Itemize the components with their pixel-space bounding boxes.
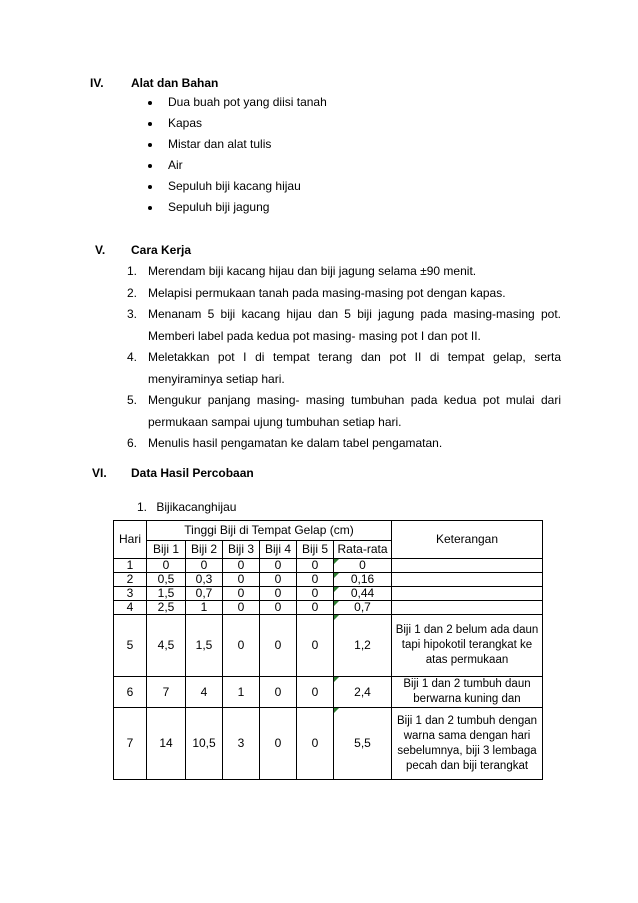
step-text: Melapisi permukaan tanah pada masing-masing pot dengan kapas. (148, 285, 506, 300)
average-cell: 0 (334, 559, 392, 573)
value-cell: 4,5 (147, 615, 186, 677)
value-cell: 0 (260, 708, 297, 780)
note-cell (392, 601, 543, 615)
table-row (114, 587, 543, 601)
step-item (127, 347, 561, 390)
step-number: 2. (127, 285, 138, 300)
value-cell: 1 (186, 601, 223, 615)
value-cell: 0 (223, 601, 260, 615)
list-item: Dua buah pot yang diisi tanah (148, 92, 327, 113)
section-v-number: V. (95, 243, 106, 257)
value-cell: 0 (186, 559, 223, 573)
column-header: Biji 4 (260, 541, 297, 559)
value-cell: 0,3 (186, 573, 223, 587)
table-row (114, 573, 543, 587)
day-cell: 2 (114, 573, 147, 587)
value-cell: 3 (223, 708, 260, 780)
step-text: Mengukur panjang masing- masing tumbuhan pada kedua pot mulai dari permukaan sampai ujung tumbuhan setiap hari. (148, 393, 561, 429)
value-cell: 1,5 (147, 587, 186, 601)
value-cell: 0 (223, 573, 260, 587)
value-cell: 0 (147, 559, 186, 573)
value-cell: 0 (297, 587, 334, 601)
value-cell: 7 (147, 677, 186, 708)
step-item (127, 433, 561, 455)
average-cell: 0,7 (334, 601, 392, 615)
average-cell: 1,2 (334, 615, 392, 677)
section-iv-number: IV. (90, 76, 104, 90)
step-number: 3. (127, 307, 138, 321)
step-item (127, 261, 561, 283)
value-cell: 0 (223, 587, 260, 601)
table-row (114, 677, 543, 708)
value-cell: 0 (223, 615, 260, 677)
value-cell: 0 (297, 573, 334, 587)
subsection-number: 1. (137, 500, 148, 514)
list-item: Kapas (148, 113, 327, 134)
step-text: Menulis hasil pengamatan ke dalam tabel pengamatan. (148, 436, 443, 450)
note-cell: Biji 1 dan 2 tumbuh daun berwarna kuning dan (392, 677, 543, 708)
value-cell: 0 (297, 601, 334, 615)
day-cell: 5 (114, 615, 147, 677)
value-cell: 4 (186, 677, 223, 708)
section-vi-title: Data Hasil Percobaan (131, 466, 254, 480)
value-cell: 0 (297, 559, 334, 573)
note-cell: Biji 1 dan 2 tumbuh dengan warna sama dengan hari sebelumnya, biji 3 lembaga pecah dan biji terangkat (392, 708, 543, 780)
value-cell: 14 (147, 708, 186, 780)
procedure-steps (127, 261, 561, 455)
table-header-row (114, 521, 543, 541)
average-cell: 0,16 (334, 573, 392, 587)
table-row (114, 615, 543, 677)
column-header: Biji 5 (297, 541, 334, 559)
keterangan-header: Keterangan (392, 521, 543, 559)
subsection-title: Bijikacanghijau (156, 500, 237, 514)
value-cell: 0 (260, 615, 297, 677)
step-number: 1. (127, 264, 138, 278)
step-number: 5. (127, 393, 138, 407)
day-cell: 3 (114, 587, 147, 601)
value-cell: 0,7 (186, 587, 223, 601)
table-row (114, 601, 543, 615)
average-cell: 2,4 (334, 677, 392, 708)
list-item: Sepuluh biji kacang hijau (148, 176, 327, 197)
step-number: 6. (127, 436, 138, 450)
day-cell: 7 (114, 708, 147, 780)
section-iv-title: Alat dan Bahan (131, 76, 219, 90)
day-cell: 4 (114, 601, 147, 615)
list-item: Mistar dan alat tulis (148, 134, 327, 155)
value-cell: 0 (297, 677, 334, 708)
average-cell: 5,5 (334, 708, 392, 780)
column-header: Rata-rata (334, 541, 392, 559)
note-cell (392, 587, 543, 601)
observation-table (113, 520, 543, 780)
value-cell: 0 (260, 677, 297, 708)
note-cell: Biji 1 dan 2 belum ada daun tapi hipokotil terangkat ke atas permukaan (392, 615, 543, 677)
section-v-title: Cara Kerja (131, 243, 192, 257)
list-item: Sepuluh biji jagung (148, 197, 327, 218)
step-item (127, 390, 561, 433)
value-cell: 0 (260, 601, 297, 615)
value-cell: 0 (223, 559, 260, 573)
step-item (127, 304, 561, 347)
note-cell (392, 573, 543, 587)
value-cell: 1,5 (186, 615, 223, 677)
step-text: Merendam biji kacang hijau dan biji jagung selama ±90 menit. (148, 264, 477, 278)
materials-list (148, 92, 327, 218)
list-item: Air (148, 155, 327, 176)
average-cell: 0,44 (334, 587, 392, 601)
value-cell: 0 (297, 615, 334, 677)
column-header: Biji 1 (147, 541, 186, 559)
column-header: Biji 3 (223, 541, 260, 559)
value-cell: 0 (260, 573, 297, 587)
height-group-header: Tinggi Biji di Tempat Gelap (cm) (147, 521, 392, 541)
section-vi-number: VI. (92, 466, 107, 480)
step-number: 4. (127, 350, 138, 364)
table-row (114, 559, 543, 573)
value-cell: 10,5 (186, 708, 223, 780)
table-row (114, 708, 543, 780)
subsection-heading (137, 500, 236, 514)
step-text: Menanam 5 biji kacang hijau dan 5 biji jagung pada masing-masing pot. Memberi label pada kedua pot masing- masing pot I dan pot II. (148, 307, 561, 343)
value-cell: 0 (260, 587, 297, 601)
value-cell: 0 (297, 708, 334, 780)
value-cell: 2,5 (147, 601, 186, 615)
hari-header: Hari (114, 521, 147, 559)
note-cell (392, 559, 543, 573)
value-cell: 0 (260, 559, 297, 573)
step-text: Meletakkan pot I di tempat terang dan pot II di tempat gelap, serta menyiraminya setiap hari. (148, 350, 561, 386)
value-cell: 0,5 (147, 573, 186, 587)
day-cell: 6 (114, 677, 147, 708)
day-cell: 1 (114, 559, 147, 573)
step-item (127, 283, 561, 305)
value-cell: 1 (223, 677, 260, 708)
column-header: Biji 2 (186, 541, 223, 559)
